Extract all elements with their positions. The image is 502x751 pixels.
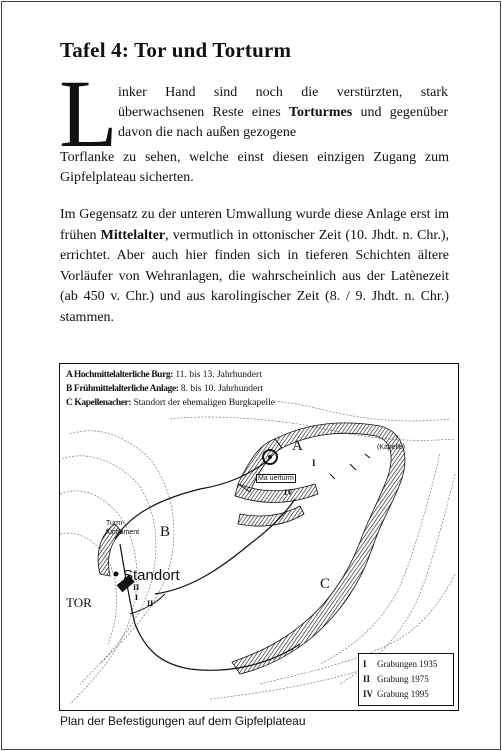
intro-bold-torturmes: Torturmes bbox=[288, 105, 353, 120]
map-caption: Plan der Befestigungen auf dem Gipfelplateau bbox=[60, 714, 306, 728]
history-text-1: Im Gegensatz zu der unteren Umwallung wurde diese Anlage erst im frühen bbox=[60, 207, 449, 243]
label-c: C bbox=[320, 576, 331, 592]
excavation-item: I Grabungen 1935 bbox=[363, 659, 438, 669]
intro-paragraph bbox=[118, 83, 448, 143]
excavation-legend bbox=[358, 653, 454, 706]
intro-text-1: inker Hand sind noch die verstürzten, stark überwachsenen Reste eines bbox=[118, 85, 448, 120]
label-standort: Standort bbox=[123, 567, 180, 584]
map-legend bbox=[66, 368, 275, 410]
fortification-map bbox=[59, 363, 459, 711]
history-bold-mittelalter: Mittelalter bbox=[100, 227, 166, 243]
intro-paragraph-continued: Torflanke zu sehen, welche einst diesen einzigen Zugang zum Gipfelplateau sicherten. bbox=[60, 150, 449, 185]
label-tor: TOR bbox=[66, 595, 92, 610]
drop-cap: L bbox=[59, 60, 118, 167]
kapelle-marker-icon: × bbox=[395, 433, 399, 441]
label-grabung-i-b: I bbox=[135, 593, 139, 602]
legend-item-b: B Frühmittelalterliche Anlage: 8. bis 10. Jahrhundert bbox=[66, 384, 263, 394]
label-b: B bbox=[160, 524, 171, 540]
label-mauerturm: Ma uerturm bbox=[258, 475, 294, 482]
label-a: A bbox=[292, 438, 303, 454]
label-grabung-iv: IV bbox=[284, 488, 293, 497]
legend-item-a: A Hochmittelalterliche Burg: 11. bis 13. Jahrhundert bbox=[66, 370, 262, 380]
intro-text-2: und gegenüber davon die nach außen gezogene bbox=[118, 105, 448, 140]
label-turmfundament: Turm- fundament bbox=[106, 520, 140, 536]
label-kapelle: (Kapelle) bbox=[377, 444, 406, 451]
legend-item-c: C Kapellenacher: Standort der ehemaligen Burgkapelle bbox=[66, 398, 275, 408]
excavation-item: IV Grabung 1995 bbox=[363, 689, 429, 699]
label-grabung-i-a: I bbox=[312, 458, 316, 468]
label-grabung-ii-b: II bbox=[147, 599, 154, 608]
page-title: Tafel 4: Tor und Torturm bbox=[60, 38, 292, 62]
history-text-2: , vermutlich in ottonischer Zeit (10. Jhdt. n. Chr.), errichtet. Aber auch hier finden sich in tieferen Schichten ältere Vorläufer von Wehranlagen, die wahrscheinlich aus der Latènezeit (ab 450 v. Chr.) und aus karolingischer Zeit (8. / 9. Jhdt. n. Chr.) stammen. bbox=[60, 227, 449, 325]
excavation-item: II Grabung 1975 bbox=[363, 674, 429, 684]
label-grabung-ii: II bbox=[133, 583, 140, 592]
history-paragraph bbox=[60, 205, 449, 329]
